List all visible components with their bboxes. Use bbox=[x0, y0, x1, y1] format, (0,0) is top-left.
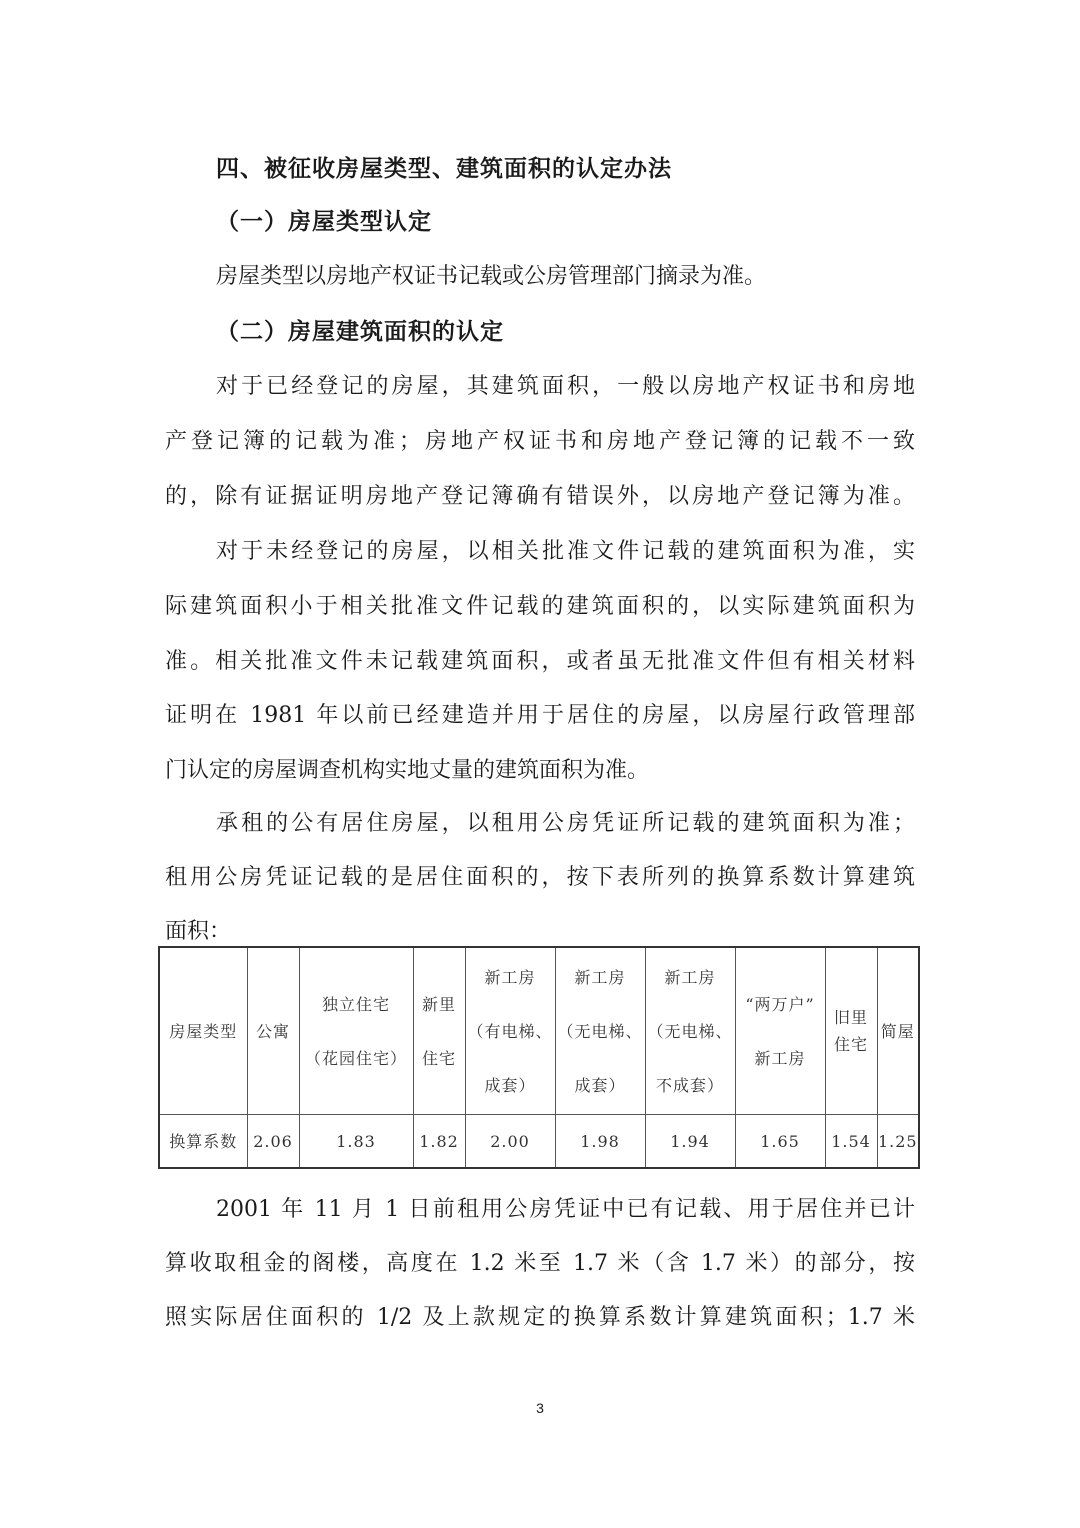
subsection-heading-1: （一）房屋类型认定 bbox=[216, 208, 432, 235]
table-cell: 公寓 bbox=[247, 947, 299, 1115]
table-cell: 换算系数 bbox=[159, 1115, 247, 1169]
subsection-heading-2: （二）房屋建筑面积的认定 bbox=[216, 318, 504, 345]
table-cell: 1.65 bbox=[735, 1115, 825, 1169]
page-number: 3 bbox=[536, 1400, 544, 1416]
table-cell: 1.25 bbox=[877, 1115, 919, 1169]
table-cell: 1.83 bbox=[299, 1115, 413, 1169]
paragraph-line: 证明在 1981 年以前已经建造并用于居住的房屋，以房屋行政管理部 bbox=[165, 703, 915, 728]
paragraph-line: 门认定的房屋调查机构实地丈量的建筑面积为准。 bbox=[165, 758, 650, 783]
paragraph-line: 际建筑面积小于相关批准文件记载的建筑面积的，以实际建筑面积为 bbox=[165, 594, 915, 619]
table-cell: 新工房 （无电梯、 不成套） bbox=[645, 947, 735, 1115]
table-cell: 房屋类型 bbox=[159, 947, 247, 1115]
paragraph-line: 产登记簿的记载为准；房地产权证书和房地产登记簿的记载不一致 bbox=[165, 429, 915, 454]
table-cell: 1.54 bbox=[825, 1115, 877, 1169]
paragraph-line: 的，除有证据证明房地产登记簿确有错误外，以房地产登记簿为准。 bbox=[165, 484, 915, 509]
table-cell: 简屋 bbox=[877, 947, 919, 1115]
table-row bbox=[159, 947, 919, 1115]
table-cell: 新里 住宅 bbox=[413, 947, 465, 1115]
paragraph-line: 面积： bbox=[165, 919, 232, 944]
paragraph-line: 租用公房凭证记载的是居住面积的，按下表所列的换算系数计算建筑 bbox=[165, 865, 915, 890]
paragraph-line: 对于已经登记的房屋，其建筑面积，一般以房地产权证书和房地 bbox=[216, 374, 915, 399]
table-cell: 2.00 bbox=[465, 1115, 555, 1169]
section-heading: 四、被征收房屋类型、建筑面积的认定办法 bbox=[216, 155, 672, 182]
table-cell: 2.06 bbox=[247, 1115, 299, 1169]
conversion-table bbox=[158, 946, 920, 1169]
table-cell: 1.94 bbox=[645, 1115, 735, 1169]
table-cell: 旧里 住宅 bbox=[825, 947, 877, 1115]
table-cell: 新工房 （有电梯、 成套） bbox=[465, 947, 555, 1115]
paragraph-line: 算收取租金的阁楼，高度在 1.2 米至 1.7 米（含 1.7 米）的部分，按 bbox=[165, 1251, 915, 1276]
paragraph-line: 2001 年 11 月 1 日前租用公房凭证中已有记载、用于居住并已计 bbox=[216, 1197, 915, 1222]
table-cell: 新工房 （无电梯、 成套） bbox=[555, 947, 645, 1115]
paragraph-line: 承租的公有居住房屋，以租用公房凭证所记载的建筑面积为准； bbox=[216, 811, 915, 836]
paragraph-line: 准。相关批准文件未记载建筑面积，或者虽无批准文件但有相关材料 bbox=[165, 649, 915, 674]
table-cell: 1.82 bbox=[413, 1115, 465, 1169]
table-cell: 1.98 bbox=[555, 1115, 645, 1169]
paragraph-line: 照实际居住面积的 1/2 及上款规定的换算系数计算建筑面积；1.7 米 bbox=[165, 1305, 916, 1330]
table-row bbox=[159, 1115, 919, 1169]
table-cell: 独立住宅 （花园住宅） bbox=[299, 947, 413, 1115]
paragraph-line: 房屋类型以房地产权证书记载或公房管理部门摘录为准。 bbox=[216, 264, 767, 289]
table-cell: “两万户” 新工房 bbox=[735, 947, 825, 1115]
paragraph-line: 对于未经登记的房屋，以相关批准文件记载的建筑面积为准，实 bbox=[216, 539, 915, 564]
